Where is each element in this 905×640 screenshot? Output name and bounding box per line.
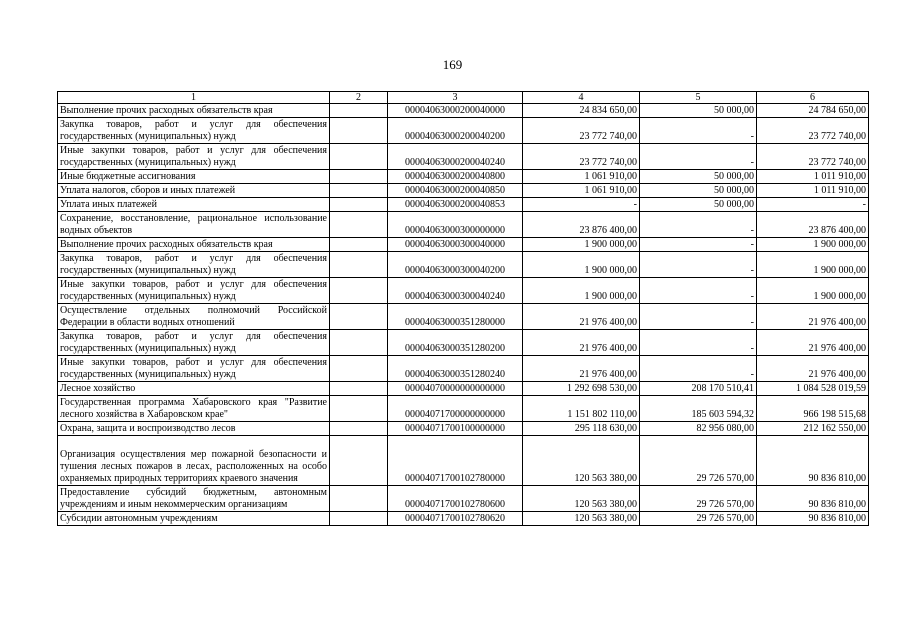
- row-code-cell: 00004063000300040000: [388, 238, 523, 252]
- row-value-col4-cell: 120 563 380,00: [523, 436, 640, 486]
- row-name-cell: Закупка товаров, работ и услуг для обеспечения государственных (муниципальных) нужд: [58, 252, 330, 278]
- column-header: 2: [330, 92, 388, 104]
- row-value-col5-cell: -: [640, 238, 757, 252]
- row-value-col5-cell: 82 956 080,00: [640, 422, 757, 436]
- row-value-col6-cell: 1 084 528 019,59: [757, 382, 869, 396]
- row-col2-cell: [330, 436, 388, 486]
- row-name-cell: Предоставление субсидий бюджетным, автономным учреждениям и иным некоммерческим организациям: [58, 486, 330, 512]
- row-name-cell: Иные закупки товаров, работ и услуг для обеспечения государственных (муниципальных) нужд: [58, 356, 330, 382]
- row-value-col6-cell: 90 836 810,00: [757, 436, 869, 486]
- row-code-cell: 00004063000351280200: [388, 330, 523, 356]
- row-name-cell: Сохранение, восстановление, рациональное использование водных объектов: [58, 212, 330, 238]
- column-header: 3: [388, 92, 523, 104]
- row-code-cell: 00004063000200040200: [388, 118, 523, 144]
- row-name-cell: Выполнение прочих расходных обязательств края: [58, 238, 330, 252]
- row-code-cell: 00004071700102780620: [388, 512, 523, 526]
- row-value-col4-cell: 1 292 698 530,00: [523, 382, 640, 396]
- table-row: [58, 356, 869, 382]
- row-value-col4-cell: 21 976 400,00: [523, 304, 640, 330]
- row-value-col5-cell: -: [640, 356, 757, 382]
- row-value-col5-cell: 29 726 570,00: [640, 512, 757, 526]
- row-code-cell: 00004063000200040800: [388, 170, 523, 184]
- row-name-cell: Лесное хозяйство: [58, 382, 330, 396]
- row-value-col4-cell: 1 900 000,00: [523, 238, 640, 252]
- row-value-col5-cell: -: [640, 144, 757, 170]
- row-col2-cell: [330, 278, 388, 304]
- row-value-col6-cell: 1 900 000,00: [757, 252, 869, 278]
- page-number: 169: [442, 57, 463, 72]
- row-value-col4-cell: 1 061 910,00: [523, 184, 640, 198]
- row-value-col6-cell: 1 900 000,00: [757, 238, 869, 252]
- row-value-col5-cell: -: [640, 330, 757, 356]
- table-row: [58, 118, 869, 144]
- row-value-col5-cell: -: [640, 252, 757, 278]
- row-value-col6-cell: 212 162 550,00: [757, 422, 869, 436]
- table-row: [58, 170, 869, 184]
- row-code-cell: 00004063000200040000: [388, 104, 523, 118]
- row-col2-cell: [330, 198, 388, 212]
- table-row: [58, 304, 869, 330]
- row-value-col5-cell: -: [640, 118, 757, 144]
- row-col2-cell: [330, 212, 388, 238]
- row-name-cell: Уплата налогов, сборов и иных платежей: [58, 184, 330, 198]
- row-code-cell: 00004063000351280000: [388, 304, 523, 330]
- row-value-col5-cell: 50 000,00: [640, 104, 757, 118]
- row-name-cell: Иные бюджетные ассигнования: [58, 170, 330, 184]
- row-name-cell: Закупка товаров, работ и услуг для обеспечения государственных (муниципальных) нужд: [58, 330, 330, 356]
- row-name-cell: Уплата иных платежей: [58, 198, 330, 212]
- column-header: 4: [523, 92, 640, 104]
- row-value-col5-cell: -: [640, 212, 757, 238]
- row-col2-cell: [330, 252, 388, 278]
- table-row: [58, 382, 869, 396]
- row-col2-cell: [330, 422, 388, 436]
- row-value-col4-cell: 120 563 380,00: [523, 486, 640, 512]
- row-value-col4-cell: 24 834 650,00: [523, 104, 640, 118]
- row-code-cell: 00004071700100000000: [388, 422, 523, 436]
- row-value-col5-cell: -: [640, 304, 757, 330]
- row-value-col6-cell: 23 876 400,00: [757, 212, 869, 238]
- row-col2-cell: [330, 184, 388, 198]
- row-col2-cell: [330, 144, 388, 170]
- row-value-col4-cell: 1 151 802 110,00: [523, 396, 640, 422]
- row-value-col5-cell: -: [640, 278, 757, 304]
- column-header: 5: [640, 92, 757, 104]
- row-col2-cell: [330, 170, 388, 184]
- row-value-col4-cell: 21 976 400,00: [523, 330, 640, 356]
- row-value-col6-cell: -: [757, 198, 869, 212]
- row-value-col4-cell: -: [523, 198, 640, 212]
- table-row: [58, 104, 869, 118]
- row-name-cell: Государственная программа Хабаровского края "Развитие лесного хозяйства в Хабаровском крае": [58, 396, 330, 422]
- row-code-cell: 00004071700102780000: [388, 436, 523, 486]
- table-body: [58, 104, 869, 526]
- row-name-cell: Выполнение прочих расходных обязательств края: [58, 104, 330, 118]
- table-row: [58, 436, 869, 486]
- row-code-cell: 00004070000000000000: [388, 382, 523, 396]
- row-col2-cell: [330, 330, 388, 356]
- table-row: [58, 184, 869, 198]
- row-value-col4-cell: 23 772 740,00: [523, 144, 640, 170]
- row-value-col4-cell: 120 563 380,00: [523, 512, 640, 526]
- row-name-cell: Иные закупки товаров, работ и услуг для обеспечения государственных (муниципальных) нужд: [58, 144, 330, 170]
- row-value-col6-cell: 23 772 740,00: [757, 144, 869, 170]
- table-row: [58, 486, 869, 512]
- row-value-col6-cell: 21 976 400,00: [757, 356, 869, 382]
- row-value-col6-cell: 1 011 910,00: [757, 170, 869, 184]
- table-row: [58, 252, 869, 278]
- row-value-col6-cell: 90 836 810,00: [757, 512, 869, 526]
- row-value-col4-cell: 1 900 000,00: [523, 278, 640, 304]
- table-row: [58, 512, 869, 526]
- row-col2-cell: [330, 382, 388, 396]
- table-row: [58, 330, 869, 356]
- row-name-cell: Организация осуществления мер пожарной безопасности и тушения лесных пожаров в лесах, расположенных на особо охраняемых природных территориях краевого значения: [58, 436, 330, 486]
- row-col2-cell: [330, 118, 388, 144]
- row-code-cell: 00004063000300040240: [388, 278, 523, 304]
- row-code-cell: 00004063000351280240: [388, 356, 523, 382]
- row-value-col5-cell: 29 726 570,00: [640, 436, 757, 486]
- table-row: [58, 278, 869, 304]
- row-value-col4-cell: 21 976 400,00: [523, 356, 640, 382]
- row-value-col6-cell: 21 976 400,00: [757, 330, 869, 356]
- row-value-col6-cell: 21 976 400,00: [757, 304, 869, 330]
- row-value-col4-cell: 23 772 740,00: [523, 118, 640, 144]
- row-value-col5-cell: 50 000,00: [640, 184, 757, 198]
- row-col2-cell: [330, 486, 388, 512]
- row-value-col5-cell: 185 603 594,32: [640, 396, 757, 422]
- table-row: [58, 238, 869, 252]
- row-value-col6-cell: 90 836 810,00: [757, 486, 869, 512]
- row-value-col5-cell: 50 000,00: [640, 170, 757, 184]
- row-name-cell: Осуществление отдельных полномочий Российской Федерации в области водных отношений: [58, 304, 330, 330]
- column-header: 6: [757, 92, 869, 104]
- row-value-col4-cell: 23 876 400,00: [523, 212, 640, 238]
- row-col2-cell: [330, 104, 388, 118]
- row-value-col6-cell: 23 772 740,00: [757, 118, 869, 144]
- row-code-cell: 00004071700102780600: [388, 486, 523, 512]
- row-value-col6-cell: 24 784 650,00: [757, 104, 869, 118]
- table-header-row: [58, 92, 869, 104]
- budget-table: [57, 91, 869, 526]
- row-col2-cell: [330, 356, 388, 382]
- column-header: 1: [58, 92, 330, 104]
- row-value-col4-cell: 1 061 910,00: [523, 170, 640, 184]
- row-code-cell: 00004063000200040850: [388, 184, 523, 198]
- row-name-cell: Субсидии автономным учреждениям: [58, 512, 330, 526]
- row-value-col5-cell: 50 000,00: [640, 198, 757, 212]
- table-row: [58, 212, 869, 238]
- row-col2-cell: [330, 238, 388, 252]
- row-code-cell: 00004063000200040853: [388, 198, 523, 212]
- row-name-cell: Охрана, защита и воспроизводство лесов: [58, 422, 330, 436]
- table-row: [58, 144, 869, 170]
- table-row: [58, 396, 869, 422]
- row-value-col6-cell: 1 900 000,00: [757, 278, 869, 304]
- row-value-col4-cell: 295 118 630,00: [523, 422, 640, 436]
- row-name-cell: Закупка товаров, работ и услуг для обеспечения государственных (муниципальных) нужд: [58, 118, 330, 144]
- table-row: [58, 198, 869, 212]
- row-value-col6-cell: 1 011 910,00: [757, 184, 869, 198]
- row-code-cell: 00004063000300040200: [388, 252, 523, 278]
- row-value-col5-cell: 208 170 510,41: [640, 382, 757, 396]
- row-code-cell: 00004071700000000000: [388, 396, 523, 422]
- row-value-col6-cell: 966 198 515,68: [757, 396, 869, 422]
- row-code-cell: 00004063000300000000: [388, 212, 523, 238]
- table-row: [58, 422, 869, 436]
- row-value-col4-cell: 1 900 000,00: [523, 252, 640, 278]
- row-code-cell: 00004063000200040240: [388, 144, 523, 170]
- row-col2-cell: [330, 396, 388, 422]
- row-col2-cell: [330, 304, 388, 330]
- row-value-col5-cell: 29 726 570,00: [640, 486, 757, 512]
- row-name-cell: Иные закупки товаров, работ и услуг для обеспечения государственных (муниципальных) нужд: [58, 278, 330, 304]
- row-col2-cell: [330, 512, 388, 526]
